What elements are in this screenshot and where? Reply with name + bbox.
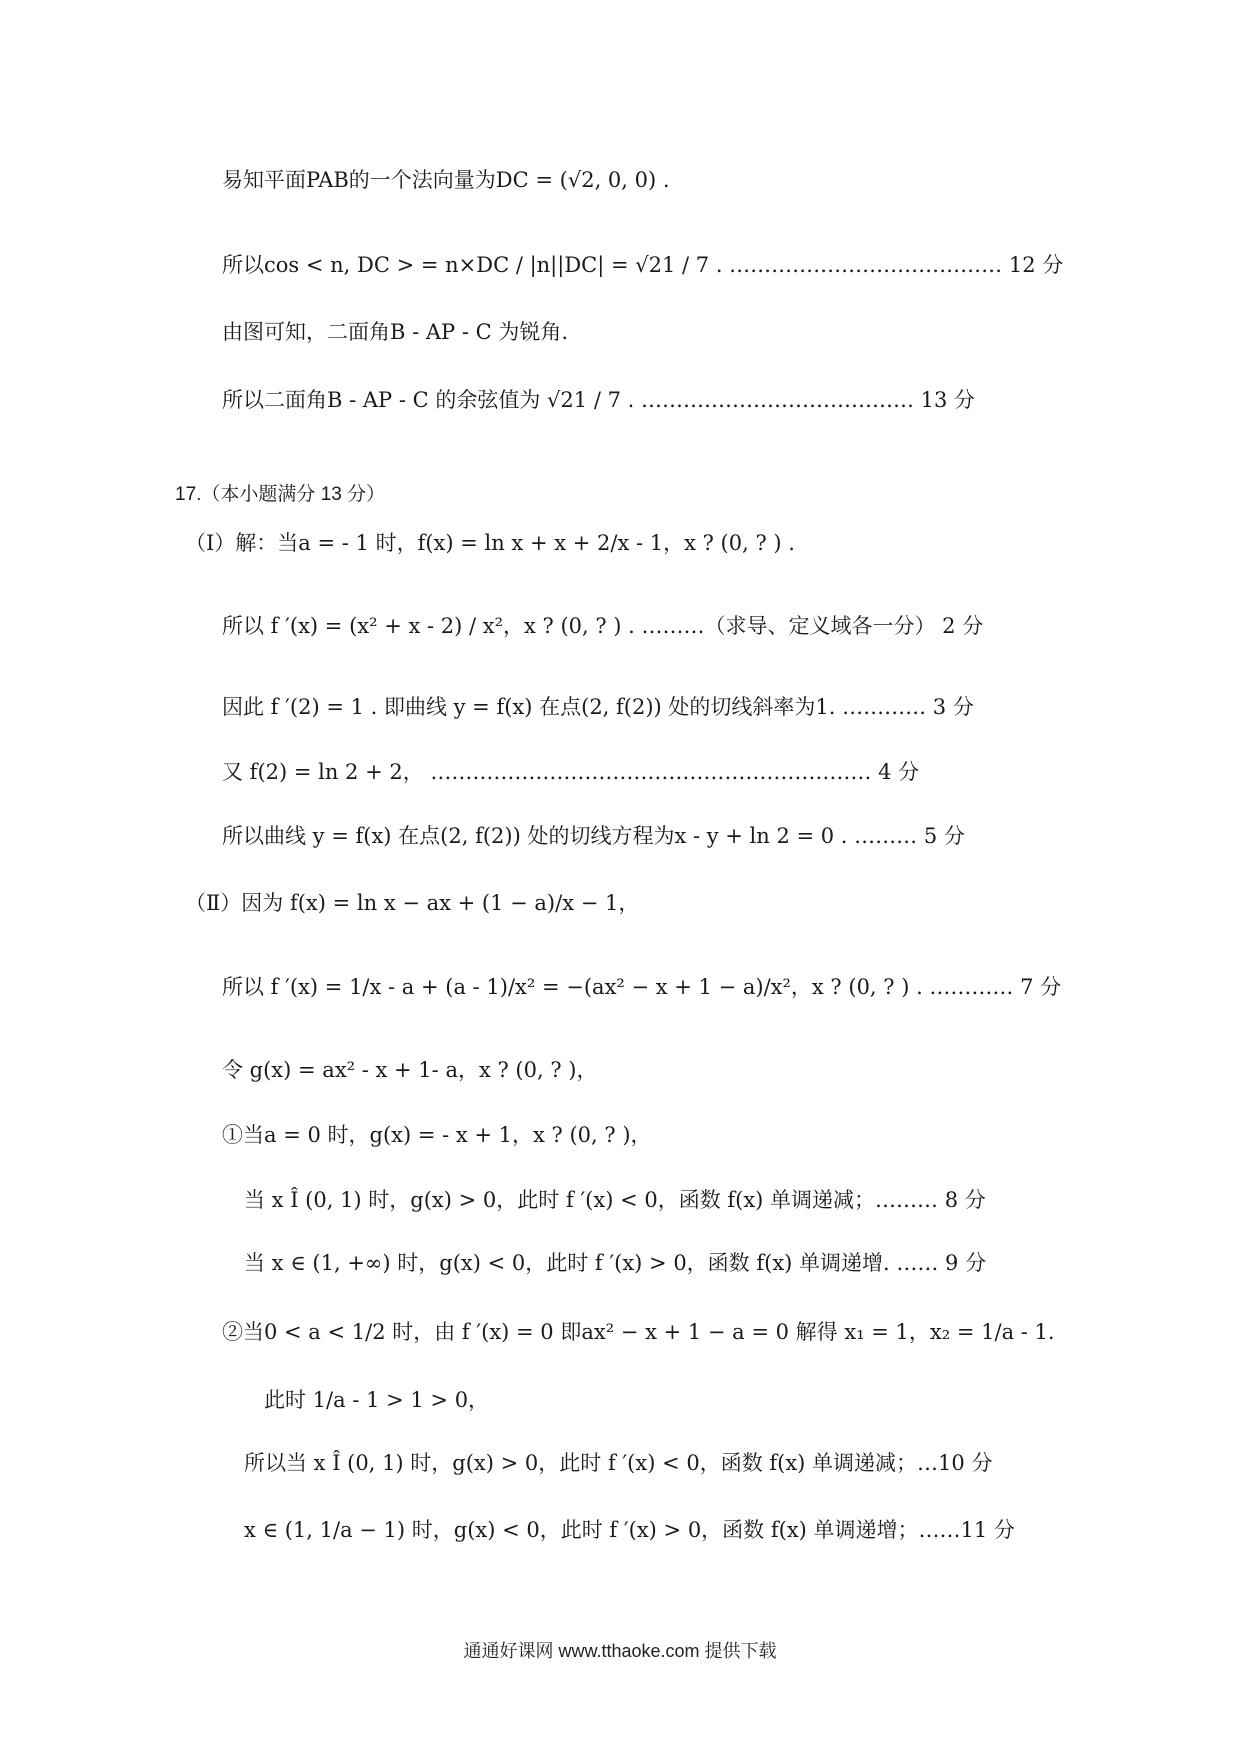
line-text: ①当a = 0 时，g(x) = - x + 1，x ? (0, ? )，	[222, 1123, 652, 1147]
line-text: 当 x Î (0, 1) 时，g(x) > 0，此时 f ′(x) < 0，函数 f(x) 单调递减；……… 8 分	[244, 1188, 986, 1212]
text-line-gx	[222, 1060, 597, 1081]
text-line-part1	[185, 533, 795, 554]
line-text: ②当0 < a < 1/2 时，由 f ′(x) = 0 即ax² − x + 1 − a = 0 解得 x₁ = 1，x₂ = 1/a - 1.	[222, 1320, 1055, 1344]
text-line-3	[222, 322, 568, 343]
line-text: 因此 f ′(2) = 1 . 即曲线 y = f(x) 在点(2, f(2)) 处的切线斜率为1. ………… 3 分	[222, 695, 974, 719]
text-line-4	[222, 390, 975, 411]
text-line-2	[222, 255, 1063, 276]
line-text: 由图可知，二面角B - AP - C 为锐角.	[222, 320, 569, 344]
text-line-slope	[222, 697, 974, 718]
line-text: 又 f(2) = ln 2 + 2， ……………………………………………………… 4 分	[222, 760, 920, 784]
text-line-1	[222, 170, 670, 191]
line-text: （Ⅱ）因为 f(x) = ln x − ax + (1 − a)/x − 1，	[185, 891, 640, 915]
line-text: 当 x ∈ (1, +∞) 时，g(x) < 0，此时 f ′(x) > 0，函数 f(x) 单调递增. …… 9 分	[244, 1251, 987, 1275]
line-text: 此时 1/a - 1 > 1 > 0，	[264, 1388, 490, 1412]
text-line-part2	[185, 893, 639, 914]
text-line-f2	[222, 762, 919, 783]
text-line-case2a	[264, 1390, 489, 1411]
text-line-case2b	[244, 1453, 992, 1474]
text-line-case1a	[244, 1190, 986, 1211]
text-line-tangent	[222, 826, 965, 847]
text-line-case1	[222, 1125, 652, 1146]
line-text: （Ⅰ）解：当a = - 1 时，f(x) = ln x + x + 2/x - 1，x ? (0, ? ) .	[185, 531, 795, 555]
line-text: 令 g(x) = ax² - x + 1- a，x ? (0, ? )，	[222, 1058, 598, 1082]
line-text: 所以二面角B - AP - C 的余弦值为 √21 / 7 . ………………………………… 13 分	[222, 388, 976, 412]
line-text: 所以当 x Î (0, 1) 时，g(x) > 0，此时 f ′(x) < 0，函数 f(x) 单调递减；…10 分	[244, 1451, 993, 1475]
text-line-derivative	[222, 616, 983, 637]
text-line-fprime	[222, 977, 1061, 998]
line-text: 所以 f ′(x) = 1/x - a + (a - 1)/x² = −(ax² − x + 1 − a)/x²，x ? (0, ? ) . ………… 7 分	[222, 975, 1062, 999]
line-text: 所以曲线 y = f(x) 在点(2, f(2)) 处的切线方程为x - y + ln 2 = 0 . ……… 5 分	[222, 824, 965, 848]
line-text: 易知平面PAB的一个法向量为DC = (√2, 0, 0) .	[222, 168, 670, 192]
heading-text: 17.（本小题满分 13 分）	[175, 484, 386, 505]
line-text: x ∈ (1, 1/a − 1) 时，g(x) < 0，此时 f ′(x) > 0，函数 f(x) 单调递增；……11 分	[244, 1518, 1015, 1542]
problem-heading	[175, 485, 385, 504]
page-footer: 通通好课网 www.tthaoke.com 提供下载	[463, 1641, 777, 1661]
text-line-case2c	[244, 1520, 1015, 1541]
line-text: 所以 f ′(x) = (x² + x - 2) / x²，x ? (0, ? ) . ………（求导、定义域各一分） 2 分	[222, 614, 984, 638]
text-line-case1b	[244, 1253, 986, 1274]
line-text: 所以cos < n, DC > = n×DC / |n||DC| = √21 / 7 . ………………………………… 12 分	[222, 253, 1064, 277]
text-line-case2	[222, 1322, 1055, 1343]
